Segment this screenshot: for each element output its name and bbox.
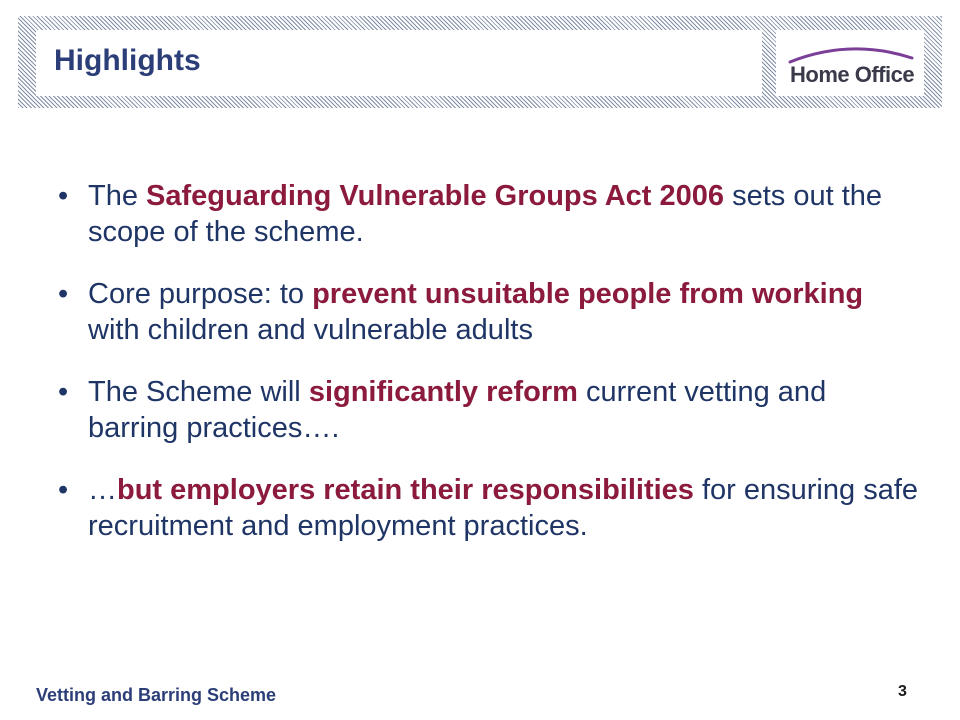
bullet-item — [58, 276, 918, 348]
slide-title: Highlights — [54, 44, 201, 77]
bullet-highlight: Safeguarding Vulnerable Groups Act 2006 — [146, 180, 725, 212]
logo-text: Home Office — [790, 62, 915, 87]
bullet-highlight: prevent unsuitable people from working — [312, 278, 864, 310]
bullet-text-pre: … — [88, 474, 117, 506]
bullet-text-post: sets out the scope of the scheme. — [88, 180, 883, 248]
bullet-marker: • — [58, 376, 69, 408]
bullet-marker: • — [58, 180, 69, 212]
bullet-text-post: for ensuring safe recruitment and employment practices. — [88, 474, 919, 542]
bullet-highlight: significantly reform — [308, 376, 578, 408]
bullet-text-post: with children and vulnerable adults — [88, 314, 533, 346]
bullet-marker: • — [58, 474, 69, 506]
logo-arc-icon — [786, 44, 916, 64]
bullet-list — [58, 178, 918, 570]
title-box — [36, 30, 762, 96]
bullet-item — [58, 374, 918, 446]
footer-label: Vetting and Barring Scheme — [36, 685, 277, 705]
bullet-item — [58, 178, 918, 250]
page-number: 3 — [898, 683, 907, 700]
bullet-text-pre: The Scheme will — [88, 376, 309, 408]
bullet-item — [58, 472, 918, 544]
home-office-logo — [776, 30, 924, 96]
bullet-marker: • — [58, 278, 69, 310]
bullet-text-post: current vetting and barring practices…. — [88, 376, 827, 444]
bullet-highlight: but employers retain their responsibilities — [117, 474, 694, 506]
bullet-text-pre: The — [88, 180, 147, 212]
bullet-text-pre: Core purpose: to — [88, 278, 313, 310]
